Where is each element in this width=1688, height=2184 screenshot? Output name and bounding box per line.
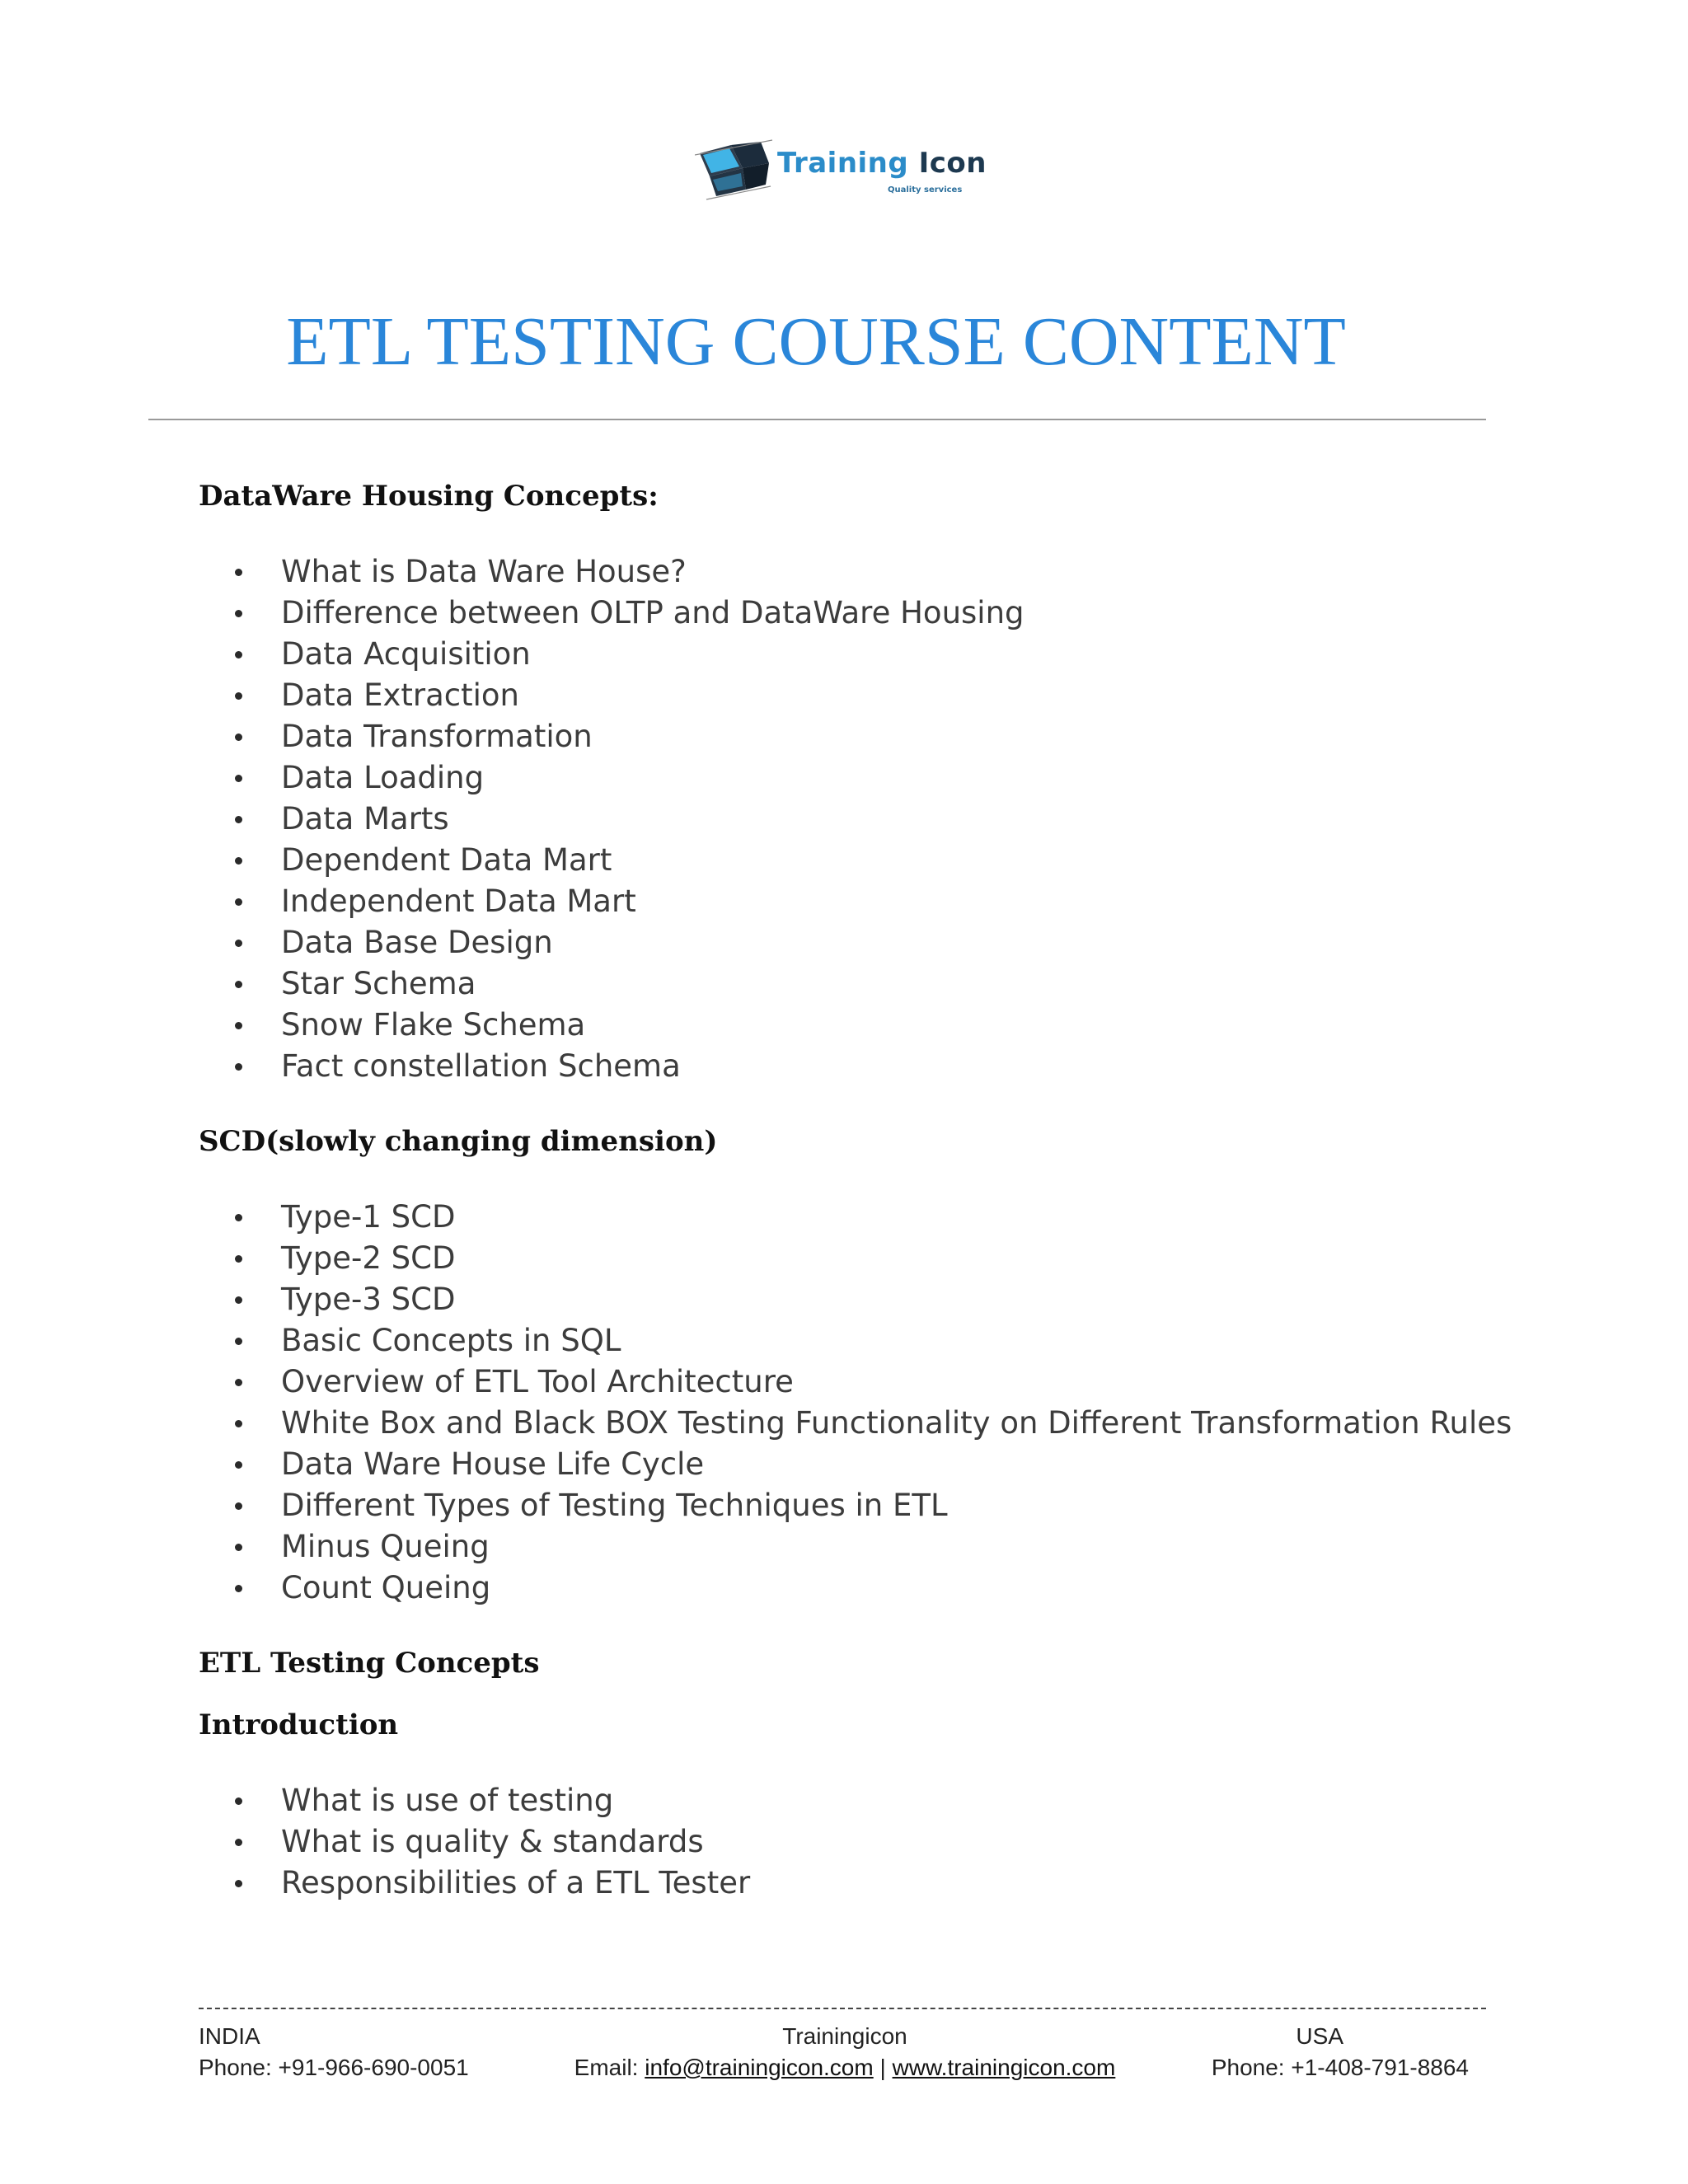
list-item (199, 1403, 1512, 1444)
list-item-text: Data Base Design (281, 925, 553, 960)
list-item-text: White Box and Black BOX Testing Functionality on Different Transformation Rules (281, 1405, 1512, 1441)
footer-separator: | (873, 2055, 893, 2080)
list-item (199, 757, 1493, 799)
list-item (199, 675, 1493, 716)
footer-usa (1212, 2021, 1469, 2083)
footer-divider (199, 2008, 1486, 2009)
list-item (199, 840, 1493, 881)
list-item (199, 551, 1493, 593)
logo-name-second: Icon (918, 147, 987, 180)
dataware-topic-list (199, 551, 1493, 1087)
list-item-text: Data Ware House Life Cycle (281, 1446, 705, 1482)
title-divider (148, 419, 1486, 420)
scd-topic-list (199, 1197, 1512, 1609)
list-item-text: Different Types of Testing Techniques in ETL (281, 1488, 948, 1523)
bullet-icon (235, 981, 242, 988)
list-item (199, 881, 1493, 922)
logo-tagline: Quality services (888, 185, 963, 194)
list-item-text: Type-2 SCD (281, 1240, 456, 1276)
bullet-icon (235, 610, 242, 617)
list-item (199, 963, 1493, 1005)
bullet-icon (235, 1461, 242, 1469)
list-item-text: Data Extraction (281, 677, 519, 713)
bullet-icon (235, 1420, 242, 1427)
section-heading-etl-testing: ETL Testing Concepts (199, 1647, 540, 1680)
bullet-icon (235, 1839, 242, 1846)
list-item (199, 1361, 1493, 1403)
bullet-icon (235, 733, 242, 741)
list-item (199, 1320, 1493, 1361)
list-item (199, 593, 1493, 634)
bullet-icon (235, 569, 242, 576)
footer-company (495, 2021, 1195, 2083)
bullet-icon (235, 1338, 242, 1345)
logo-name-first: Training (777, 147, 909, 180)
list-item (199, 1780, 1493, 1821)
list-item (199, 1863, 1493, 1904)
list-item (199, 1238, 1493, 1279)
list-item-text: Responsibilities of a ETL Tester (281, 1865, 751, 1900)
list-item (199, 1568, 1493, 1609)
bullet-icon (235, 898, 242, 906)
list-item-text: What is quality & standards (281, 1824, 704, 1859)
list-item-text: Minus Queing (281, 1529, 490, 1564)
bullet-icon (235, 1255, 242, 1263)
list-item-text: Overview of ETL Tool Architecture (281, 1364, 794, 1399)
footer-usa-phone: Phone: +1-408-791-8864 (1211, 2055, 1469, 2080)
bullet-icon (235, 1379, 242, 1386)
list-item-text: Count Queing (281, 1570, 491, 1605)
bullet-icon (235, 857, 242, 865)
footer-website-link[interactable]: www.trainingicon.com (892, 2055, 1116, 2080)
list-item-text: Snow Flake Schema (281, 1007, 586, 1043)
list-item-text: Fact constellation Schema (281, 1048, 681, 1084)
logo-wordmark (777, 147, 987, 180)
list-item (199, 1444, 1493, 1485)
list-item (199, 1046, 1493, 1087)
cube-logo-icon (695, 138, 774, 204)
list-item-text: Data Transformation (281, 719, 593, 754)
footer-email-link[interactable]: info@trainingicon.com (645, 2055, 874, 2080)
footer-india-phone: Phone: +91-966-690-0051 (199, 2055, 469, 2080)
introduction-topic-list (199, 1780, 1493, 1904)
page-title: ETL TESTING COURSE CONTENT (286, 303, 1346, 380)
bullet-icon (235, 1022, 242, 1029)
list-item-text: Basic Concepts in SQL (281, 1323, 621, 1358)
list-item (199, 634, 1493, 675)
bullet-icon (235, 1296, 242, 1304)
bullet-icon (235, 1880, 242, 1887)
list-item-text: Independent Data Mart (281, 883, 636, 919)
course-content (199, 471, 1512, 1933)
list-item (199, 716, 1493, 757)
footer-contact-line (495, 2052, 1195, 2083)
bullet-icon (235, 1797, 242, 1805)
list-item-text: Type-1 SCD (281, 1199, 456, 1235)
list-item (199, 1821, 1493, 1863)
bullet-icon (235, 940, 242, 947)
bullet-icon (235, 816, 242, 823)
list-item (199, 799, 1493, 840)
logo (695, 138, 987, 204)
bullet-icon (235, 1544, 242, 1551)
list-item (199, 1485, 1493, 1526)
section-heading-dataware: DataWare Housing Concepts: (199, 480, 659, 513)
bullet-icon (235, 775, 242, 782)
bullet-icon (235, 1214, 242, 1221)
list-item-text: What is Data Ware House? (281, 554, 687, 589)
footer-india (199, 2021, 469, 2083)
list-item-text: Dependent Data Mart (281, 842, 612, 878)
bullet-icon (235, 692, 242, 700)
footer-india-country: INDIA (199, 2023, 260, 2049)
list-item-text: Star Schema (281, 966, 476, 1001)
list-item (199, 1005, 1493, 1046)
list-item-text: Data Marts (281, 801, 449, 837)
list-item (199, 922, 1493, 963)
section-heading-scd: SCD(slowly changing dimension) (199, 1125, 718, 1158)
list-item-text: What is use of testing (281, 1783, 614, 1818)
footer-usa-country: USA (1296, 2023, 1343, 2049)
list-item (199, 1526, 1493, 1568)
list-item-text: Difference between OLTP and DataWare Housing (281, 595, 1025, 630)
bullet-icon (235, 1585, 242, 1592)
footer-email-label: Email: (574, 2055, 645, 2080)
section-heading-introduction: Introduction (199, 1708, 399, 1741)
bullet-icon (235, 1502, 242, 1510)
list-item (199, 1197, 1493, 1238)
list-item (199, 1279, 1493, 1320)
bullet-icon (235, 1063, 242, 1071)
list-item-text: Data Acquisition (281, 636, 531, 672)
bullet-icon (235, 651, 242, 658)
list-item-text: Data Loading (281, 760, 485, 795)
list-item-text: Type-3 SCD (281, 1282, 456, 1317)
footer-company-name: Trainingicon (782, 2023, 907, 2049)
